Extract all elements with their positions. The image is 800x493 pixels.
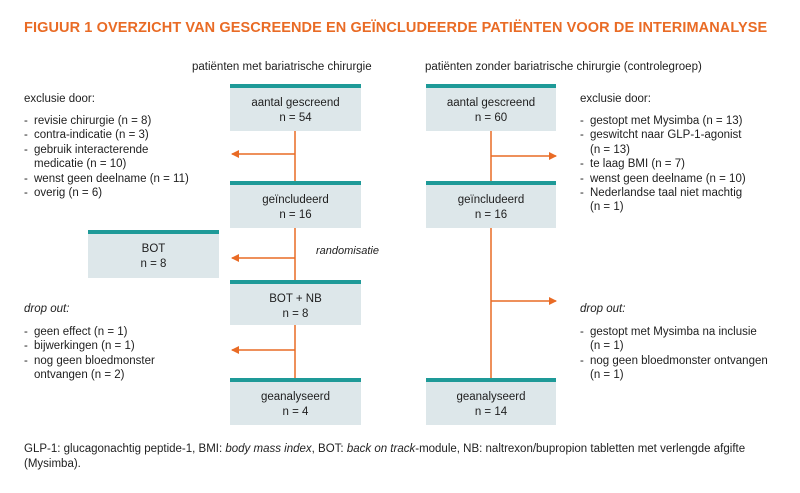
right-included-label: geïncludeerd [457,194,525,206]
bot-box [88,230,219,278]
figure-title: FIGUUR 1 OVERZICHT VAN GESCREENDE EN GEÏNCLUDEERDE PATIËNTEN VOOR DE INTERIMANALYSE [24,20,768,36]
list-item: - overig (n = 6) [24,187,103,200]
right-included-n: n = 16 [474,209,508,221]
list-item: - revisie chirurgie (n = 8) [24,115,152,127]
left-exclusion-title: exclusie door: [24,93,95,105]
left-exclusion-block [24,93,189,200]
right-analysed-label: geanalyseerd [456,391,526,403]
right-dropout-list [580,325,768,383]
left-analysed-label: geanalyseerd [260,391,331,403]
list-item: - nog geen bloedmonster ontvangen (n = 2) [24,354,155,382]
left-analysed-box [230,378,361,425]
list-item: - gestopt met Mysimba na inclusie (n = 1) [580,326,757,353]
right-exclusion-title: exclusie door: [580,93,651,105]
right-dropout-title: drop out: [580,303,626,315]
left-dropout-title: drop out: [24,303,70,315]
right-analysed-box [426,378,556,425]
randomisation-label: randomisatie [316,245,379,257]
footnote: GLP-1: glucagonachtig peptide-1, BMI: body mass index, BOT: back on track-module, NB: naltrexon/bupropion tabletten met verlengde afgifte (Mysimba). [24,443,746,470]
list-item: - geswitcht naar GLP-1-agonist (n = 13) [580,129,742,156]
bot-n: n = 8 [140,258,167,270]
left-screened-n: n = 54 [279,112,312,124]
right-screened-box [426,84,556,131]
bot-label: BOT [141,243,166,255]
list-item: - geen effect (n = 1) [24,326,128,338]
right-dropout-block [580,303,768,383]
bot-nb-label: BOT + NB [269,293,322,305]
right-screened-n: n = 60 [474,112,508,124]
list-item: - te laag BMI (n = 7) [580,158,685,171]
left-included-n: n = 16 [279,209,312,221]
list-item: - Nederlandse taal niet machtig (n = 1) [580,187,743,214]
list-item: - wenst geen deelname (n = 11) [24,172,189,185]
right-included-box [426,181,556,228]
column-header-right: patiënten zonder bariatrische chirurgie (controlegroep) [425,61,702,73]
left-included-label: geïncludeerd [262,194,329,206]
list-item: - wenst geen deelname (n = 10) [580,172,746,185]
bot-nb-n: n = 8 [282,308,309,320]
list-item: - bijwerkingen (n = 1) [24,340,135,353]
bot-nb-box [230,280,361,325]
list-item: - gestopt met Mysimba (n = 13) [580,115,743,127]
right-analysed-n: n = 14 [474,406,508,418]
column-header-left: patiënten met bariatrische chirurgie [192,61,372,73]
left-dropout-block [24,303,155,383]
left-exclusion-list [24,114,189,200]
right-exclusion-block [580,93,746,215]
list-item: - contra-indicatie (n = 3) [24,129,149,142]
right-screened-label: aantal gescreend [446,97,536,109]
left-dropout-list [24,325,155,383]
left-analysed-n: n = 4 [282,406,309,418]
right-exclusion-list [580,114,746,215]
left-included-box [230,181,361,228]
left-screened-label: aantal gescreend [251,97,340,109]
left-screened-box [230,84,361,131]
list-item: - gebruik interacterende medicatie (n = 10) [24,143,149,171]
list-item: - nog geen bloedmonster ontvangen (n = 1) [580,354,768,382]
